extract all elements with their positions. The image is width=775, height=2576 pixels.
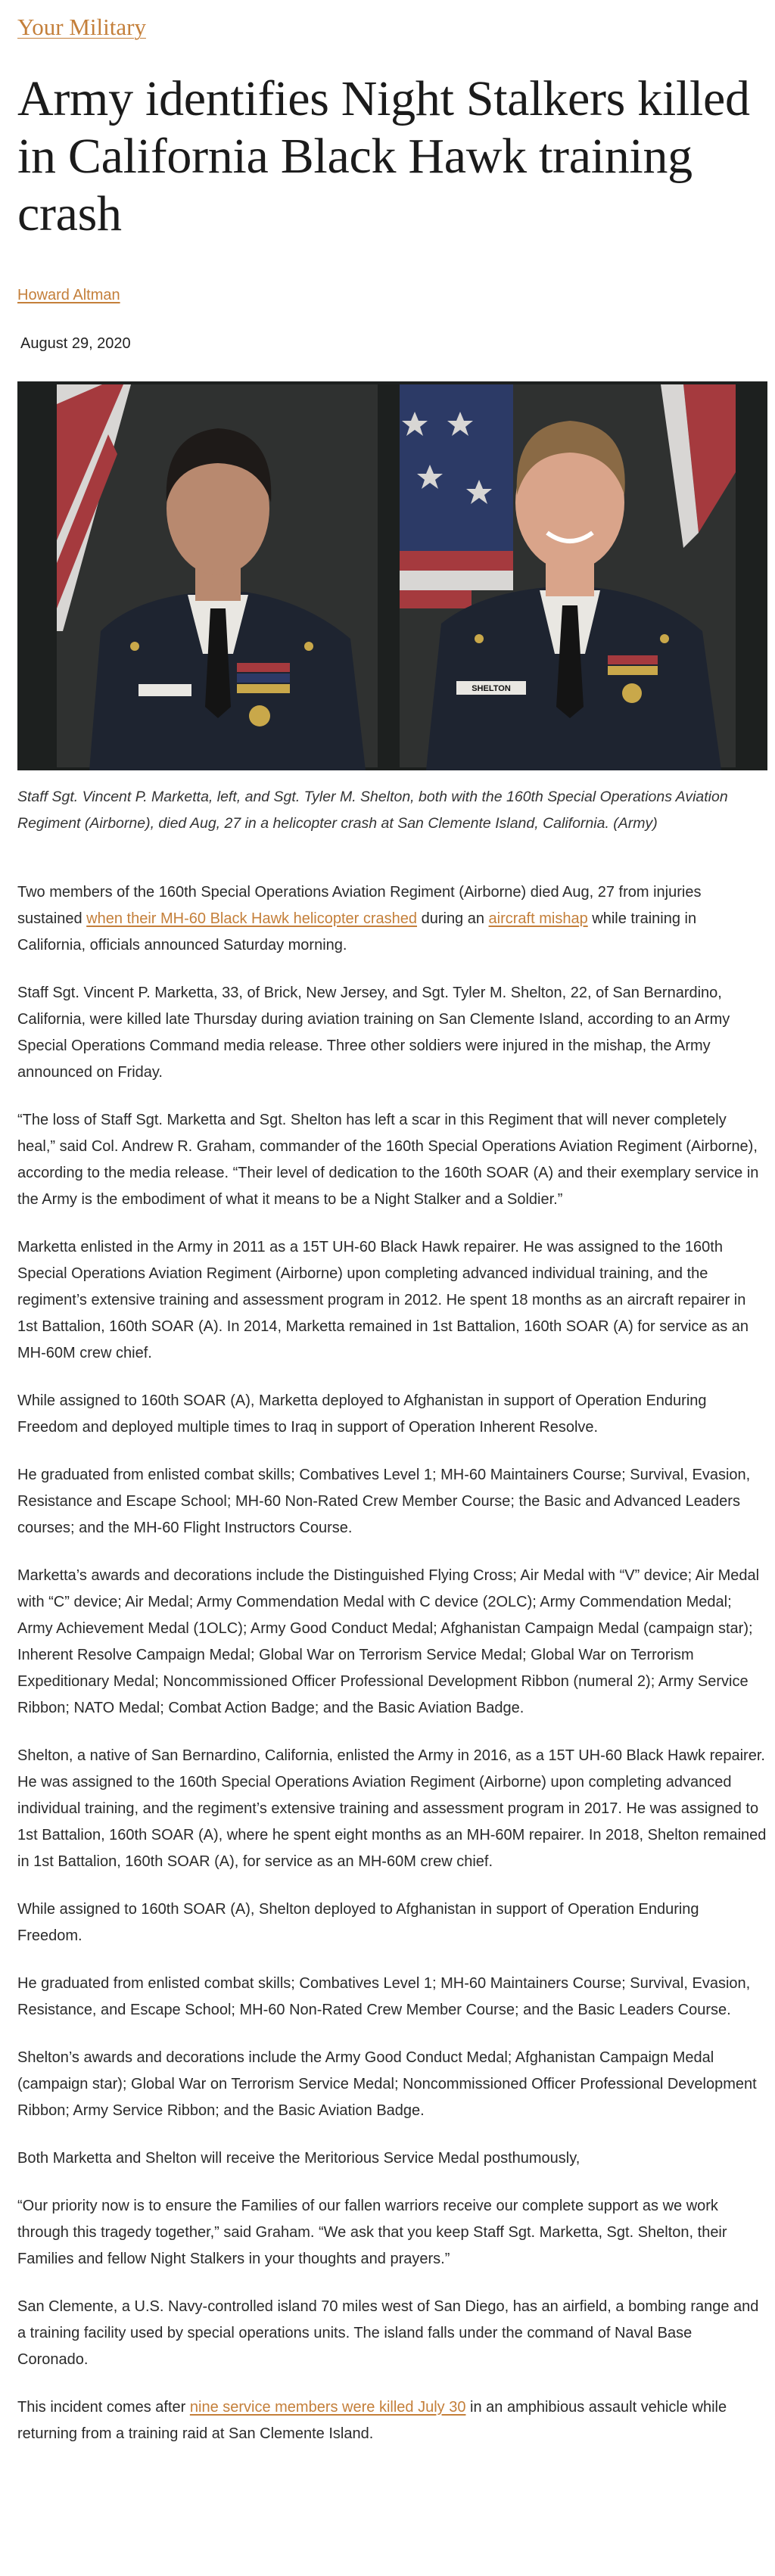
paragraph: Shelton’s awards and decorations include the Army Good Conduct Medal; Afghanistan Campaign Medal (campaign star); Global War on Terrorism Service Medal; Noncommissioned Officer Professional Development Ribbon; Army Service Ribbon; and the Basic Aviation Badge. <box>17 2049 757 2119</box>
photo-caption: Staff Sgt. Vincent P. Marketta, left, and Sgt. Tyler M. Shelton, both with the 160th Special Operations Aviation Regiment (Airborne), died Aug, 27 in a helicopter crash at San Clemente Island, California. (Army) <box>17 789 728 832</box>
paragraph: While assigned to 160th SOAR (A), Shelton deployed to Afghanistan in support of Operation Enduring Freedom. <box>17 1901 699 1944</box>
paragraph: Staff Sgt. Vincent P. Marketta, 33, of Brick, New Jersey, and Sgt. Tyler M. Shelton, 22, of San Bernardino, California, were killed late Thursday during aviation training on San Clemente Island, according to an Army Special Operations Command media release. Three other soldiers were injured in the mishap, the Army announced on Friday. <box>17 985 730 1081</box>
paragraph <box>17 2394 767 2447</box>
crash-story-link[interactable]: when their MH-60 Black Hawk helicopter crashed <box>86 910 418 927</box>
aircraft-mishap-link[interactable]: aircraft mishap <box>488 910 588 927</box>
paragraph: “The loss of Staff Sgt. Marketta and Sgt. Shelton has left a scar in this Regiment that will never completely heal,” said Col. Andrew R. Graham, commander of the 160th Special Operations Aviation Regiment (Airborne), according to the media release. “Their level of dedication to the 160th SOAR (A) and their exemplary service in the Army is the embodiment of what it means to be a Night Stalker and a Soldier.” <box>17 1112 759 1208</box>
section-link[interactable]: Your Military <box>17 14 146 40</box>
paragraph: Marketta enlisted in the Army in 2011 as a 15T UH-60 Black Hawk repairer. He was assigned to the 160th Special Operations Aviation Regiment (Airborne) upon completing advanced individual training, and the regiment’s extensive training and assessment program in 2012. He spent 18 months as an aircraft repairer in 1st Battalion, 160th SOAR (A). In 2014, Marketta remained in 1st Battalion, 160th SOAR (A) for service as an MH-60M crew chief. <box>17 1239 749 1361</box>
paragraph: San Clemente, a U.S. Navy-controlled island 70 miles west of San Diego, has an airfield, a bombing range and a training facility used by special operations units. The island falls under the command of Naval Base Coronado. <box>17 2298 759 2368</box>
ribbons-right <box>608 655 658 664</box>
july-30-story-link[interactable]: nine service members were killed July 30 <box>189 2399 466 2416</box>
portrait-left <box>57 384 378 770</box>
paragraph: He graduated from enlisted combat skills; Combatives Level 1; MH-60 Maintainers Course; Survival, Evasion, Resistance and Escape School; MH-60 Non-Rated Crew Member Course; the Basic and Advanced Leaders courses; and the MH-60 Flight Instructors Course. <box>17 1467 751 1536</box>
paragraph: He graduated from enlisted combat skills; Combatives Level 1; MH-60 Maintainers Course; Survival, Evasion, Resistance, and Escape School; MH-60 Non-Rated Crew Member Course; and the Basic Leaders Course. <box>17 1975 751 2018</box>
paragraph-text: This incident comes after <box>17 2399 190 2416</box>
nametape-left <box>139 684 191 696</box>
paragraph: While assigned to 160th SOAR (A), Marketta deployed to Afghanistan in support of Operation Enduring Freedom and deployed multiple times to Iraq in support of Operation Inherent Resolve. <box>17 1392 707 1436</box>
nametape-right-text: SHELTON <box>472 684 511 693</box>
article-body <box>17 879 767 2469</box>
article-photo <box>17 381 767 770</box>
paragraph-text: while training in California, officials announced Saturday morning. <box>17 910 697 954</box>
article-headline: Army identifies Night Stalkers killed in California Black Hawk training crash <box>17 71 750 241</box>
publish-date: August 29, 2020 <box>20 335 131 352</box>
paragraph: Marketta’s awards and decorations include the Distinguished Flying Cross; Air Medal with “V” device; Air Medal with “C” device; Air Medal; Army Commendation Medal with C device (2OLC); Army Commendation Medal; Army Achievement Medal (1OLC); Army Good Conduct Medal; Afghanistan Campaign Medal (campaign star); Inherent Resolve Campaign Medal; Global War on Terrorism Service Medal; Global War on Terrorism Expeditionary Medal; Noncommissioned Officer Professional Development Ribbon (numeral 2); Army Service Ribbon; NATO Medal; Combat Action Badge; and the Basic Aviation Badge. <box>17 1567 760 1716</box>
paragraph-text: Two members of the 160th Special Operations Aviation Regiment (Airborne) died Aug, 27 from injuries sustained <box>17 884 702 927</box>
paragraph-text: during an <box>417 910 489 927</box>
paragraph: Shelton, a native of San Bernardino, California, enlisted the Army in 2016, as a 15T UH-60 Black Hawk repairer. He was assigned to the 160th Special Operations Aviation Regiment (Airborne) upon completing advanced individual training, and the regiment’s extensive training and assessment program in 2017. He was assigned to 1st Battalion, 160th SOAR (A), where he spent eight months as an MH-60M repairer. In 2018, Shelton remained in 1st Battalion, 160th SOAR (A), for service as an MH-60M crew chief. <box>17 1747 767 1870</box>
author-link[interactable]: Howard Altman <box>17 287 120 303</box>
paragraph: “Our priority now is to ensure the Families of our fallen warriors receive our complete support as we work through this tragedy together,” said Graham. “We ask that you keep Staff Sgt. Marketta, Sgt. Shelton, their Families and fellow Night Stalkers in your thoughts and prayers.” <box>17 2198 727 2267</box>
badge-left <box>249 705 270 726</box>
paragraph-text: in an amphibious assault vehicle while returning from a training raid at San Clemente Island. <box>17 2399 727 2442</box>
ribbons-left <box>237 663 290 672</box>
badge-right <box>622 683 642 703</box>
portrait-right <box>400 384 736 770</box>
paragraph: Both Marketta and Shelton will receive the Meritorious Service Medal posthumously, <box>17 2150 580 2167</box>
paragraph <box>17 879 767 959</box>
